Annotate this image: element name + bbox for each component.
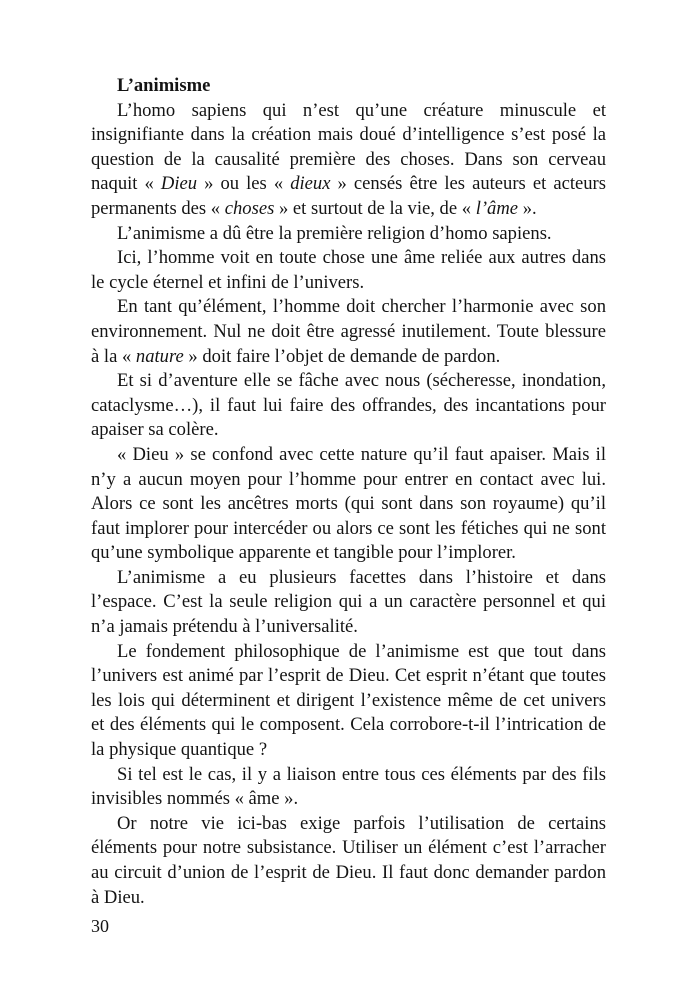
text-run: » doit faire l’objet de demande de pardon. xyxy=(183,345,501,367)
text-run: ». xyxy=(518,197,537,219)
text-run: L’homo sapiens qui n’est qu’une créature minuscule et insignifiante dans la création mais doué d’intelligence s’est posé la question de la causalité première des choses. Dans son cerveau naquit « xyxy=(91,99,606,195)
paragraph xyxy=(91,812,606,910)
italic-text: l’âme xyxy=(475,197,519,219)
text-run: » et surtout de la vie, de « xyxy=(274,197,476,219)
paragraph xyxy=(91,566,606,640)
text-run: L’animisme a dû être la première religion d’homo sapiens. xyxy=(117,222,552,244)
text-run: En tant qu’élément, l’homme doit chercher l’harmonie avec son environnement. Nul ne doit être agressé inutilement. Toute blessure à la « xyxy=(91,296,606,367)
text-run: » censés être les auteurs et acteurs permanents des « xyxy=(91,173,606,219)
paragraph xyxy=(91,222,606,247)
paragraph xyxy=(91,246,606,295)
paragraph xyxy=(91,443,606,566)
italic-text: Dieu xyxy=(160,173,198,195)
text-run: Ici, l’homme voit en toute chose une âme reliée aux autres dans le cycle éternel et infini de l’univers. xyxy=(91,247,606,293)
text-run: Or notre vie ici-bas exige parfois l’utilisation de certains éléments pour notre subsistance. Utiliser un élément c’est l’arracher au circuit d’union de l’esprit de Dieu. Il faut donc demander pardon à Dieu. xyxy=(91,812,606,908)
italic-text: nature xyxy=(135,345,184,367)
paragraph xyxy=(91,640,606,763)
page-number: 30 xyxy=(91,916,109,936)
italic-text: choses xyxy=(224,197,275,219)
text-run: L’animisme a eu plusieurs facettes dans l’histoire et dans l’espace. C’est la seule religion qui a un caractère personnel et qui n’a jamais prétendu à l’universalité. xyxy=(91,566,606,638)
page-body xyxy=(91,74,606,910)
paragraph xyxy=(91,295,606,369)
text-run: » ou les « xyxy=(197,173,291,195)
text-run: Le fondement philosophique de l’animisme est que tout dans l’univers est animé par l’esprit de Dieu. Cet esprit n’étant que toutes les lois qui déterminent et dirigent l’existence même de cet univers et des éléments qui le composent. Cela corrobore-t-il l’intrication de la physique quantique ? xyxy=(91,640,606,761)
section-heading: L’animisme xyxy=(117,75,211,96)
text-run: Et si d’aventure elle se fâche avec nous (sécheresse, inondation, cataclysme…), il faut lui faire des offrandes, des incantations pour apaiser sa colère. xyxy=(91,370,606,441)
text-paragraphs xyxy=(91,99,606,911)
text-run: « Dieu » se confond avec cette nature qu’il faut apaiser. Mais il n’y a aucun moyen pour l’homme pour entrer en contact avec lui. Alors ce sont les ancêtres morts (qui sont dans son royaume) qu’il faut implorer pour intercéder ou alors ce sont les fétiches qui ne sont qu’une symbolique apparente et tangible pour l’implorer. xyxy=(91,443,606,564)
italic-text: dieux xyxy=(290,173,331,195)
paragraph xyxy=(91,99,606,222)
text-run: Si tel est le cas, il y a liaison entre tous ces éléments par des fils invisibles nommés « âme ». xyxy=(91,763,606,810)
paragraph xyxy=(91,763,606,812)
paragraph xyxy=(91,369,606,443)
